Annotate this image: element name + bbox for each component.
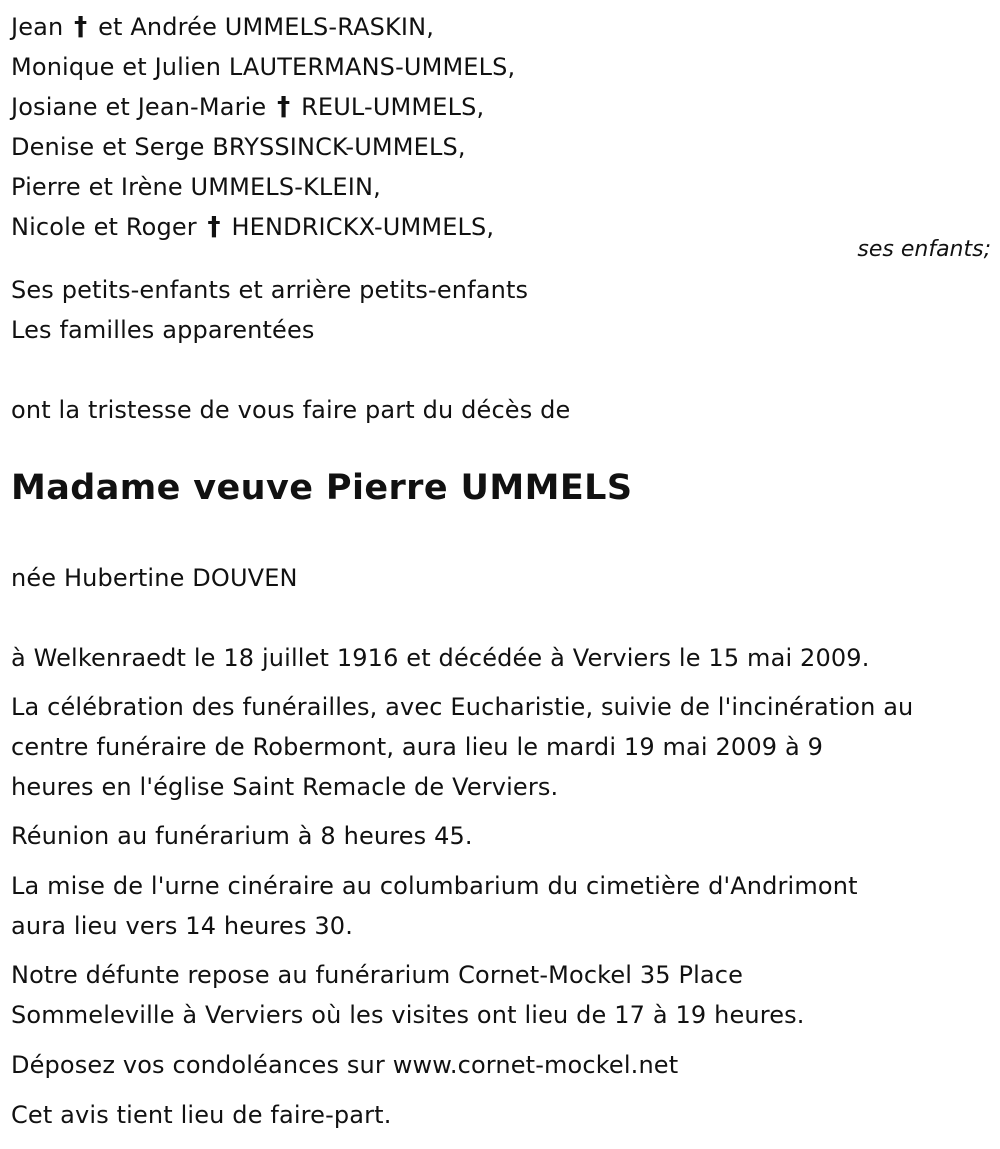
child-6-after: HENDRICKX-UMMELS,	[231, 213, 495, 241]
child-line-3	[11, 92, 484, 122]
cross-icon: †	[74, 12, 88, 42]
child-line-1	[11, 12, 434, 42]
reunion-text: Réunion au funérarium à 8 heures 45.	[11, 822, 473, 850]
child-6-before: Nicole et Roger	[11, 213, 197, 241]
urn-line-1: La mise de l'urne cinéraire au columbarium du cimetière d'Andrimont	[11, 872, 858, 900]
visits-line-1: Notre défunte repose au funérarium Cornet-Mockel 35 Place	[11, 961, 744, 989]
child-line-6	[11, 212, 494, 242]
family-line-1: Ses petits-enfants et arrière petits-enfants	[11, 276, 529, 304]
announcement-text: ont la tristesse de vous faire part du décès de	[11, 396, 571, 424]
deceased-name: Madame veuve Pierre UMMELS	[11, 468, 633, 508]
family-line-2: Les familles apparentées	[11, 316, 315, 344]
funeral-line-2: centre funéraire de Robermont, aura lieu le mardi 19 mai 2009 à 9	[11, 733, 824, 761]
child-line-2: Monique et Julien LAUTERMANS-UMMELS,	[11, 53, 516, 81]
child-1-after: et Andrée UMMELS-RASKIN,	[98, 13, 435, 41]
urn-line-2: aura lieu vers 14 heures 30.	[11, 912, 353, 940]
child-3-after: REUL-UMMELS,	[301, 93, 485, 121]
child-3-before: Josiane et Jean-Marie	[11, 93, 267, 121]
child-1-before: Jean	[11, 13, 64, 41]
birth-name: née Hubertine DOUVEN	[11, 564, 298, 592]
condolences-text: Déposez vos condoléances sur www.cornet-mockel.net	[11, 1051, 679, 1079]
cross-icon: †	[207, 212, 221, 242]
funeral-line-1: La célébration des funérailles, avec Eucharistie, suivie de l'incinération au	[11, 693, 914, 721]
birth-death-text: à Welkenraedt le 18 juillet 1916 et décédée à Verviers le 15 mai 2009.	[11, 644, 870, 672]
cross-icon: †	[277, 92, 291, 122]
funeral-line-3: heures en l'église Saint Remacle de Verviers.	[11, 773, 559, 801]
child-line-5: Pierre et Irène UMMELS-KLEIN,	[11, 173, 381, 201]
child-line-4: Denise et Serge BRYSSINCK-UMMELS,	[11, 133, 466, 161]
ses-enfants-label: ses enfants;	[857, 237, 991, 262]
visits-line-2: Sommeleville à Verviers où les visites ont lieu de 17 à 19 heures.	[11, 1001, 805, 1029]
notice-text: Cet avis tient lieu de faire-part.	[11, 1101, 392, 1129]
